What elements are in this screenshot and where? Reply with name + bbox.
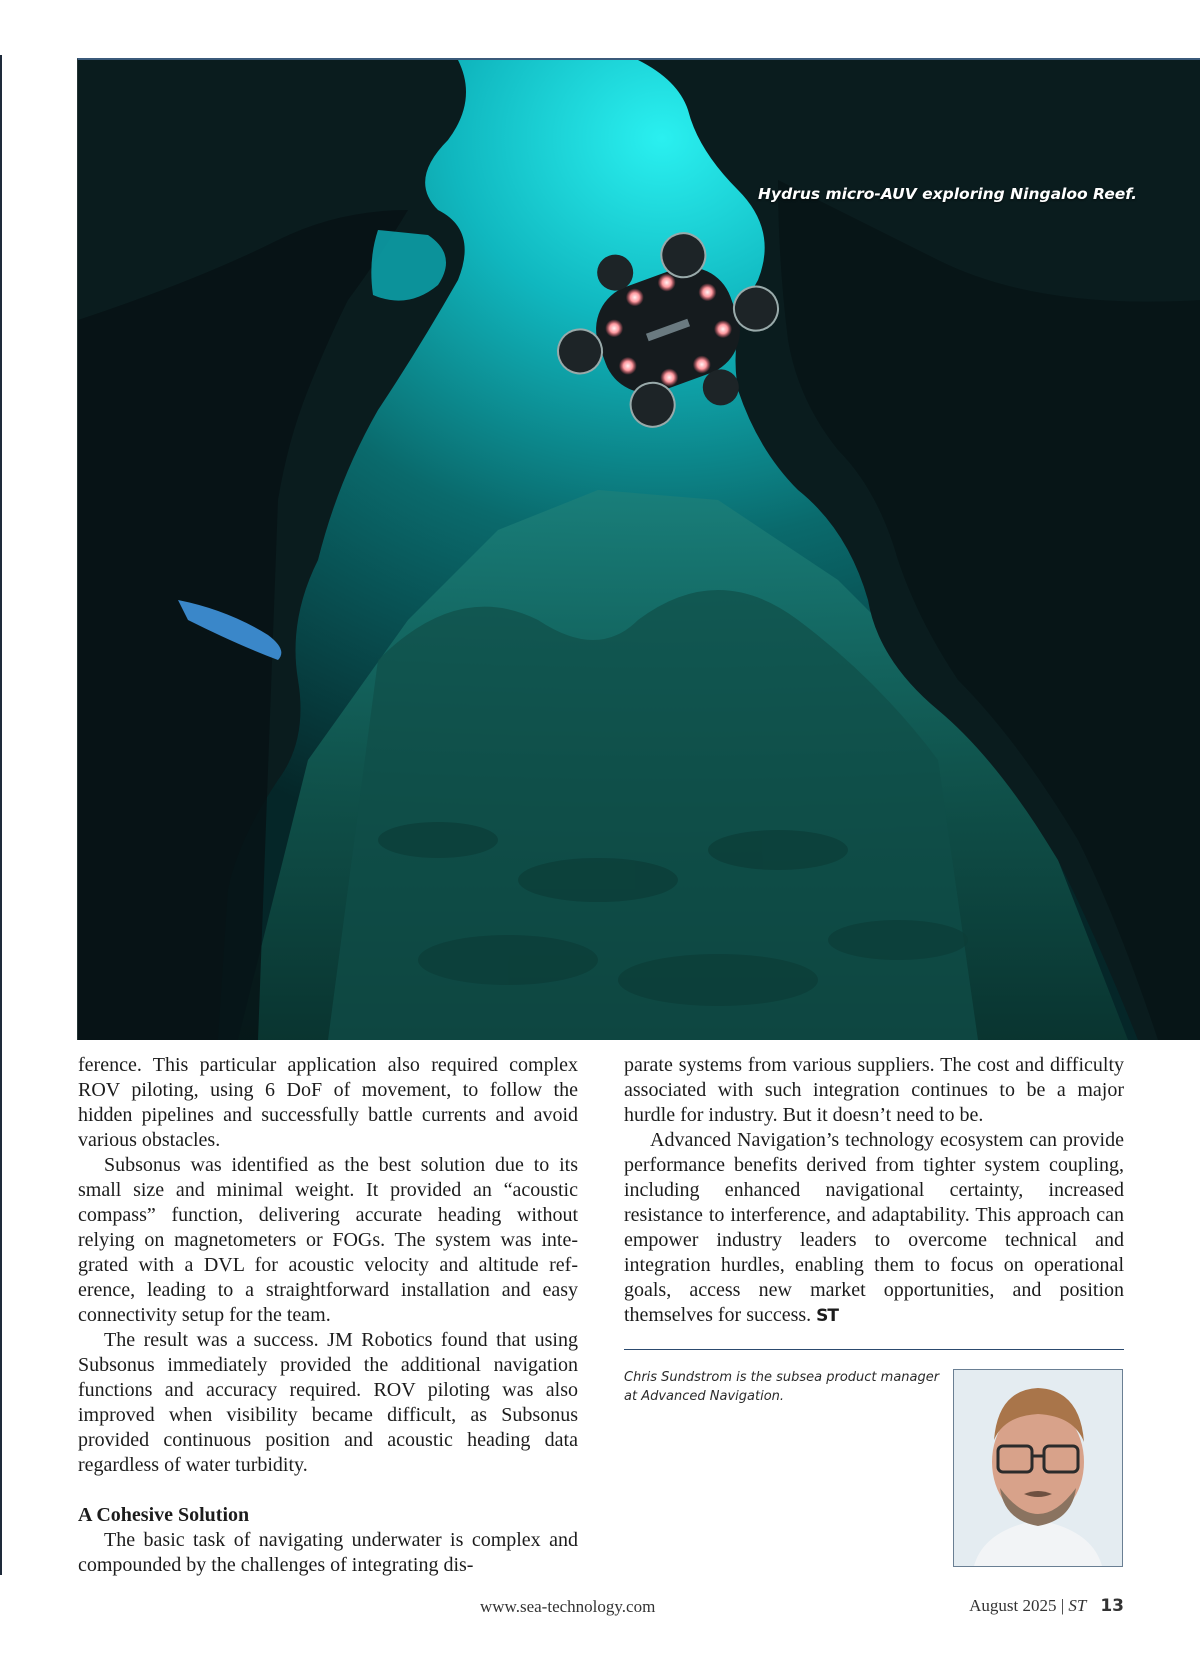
left-paragraph-1: ference. This particular application also required complex ROV piloting, using 6 DoF of movement, to follow the hidden pipelines and successfully battle currents and avoid various obstacles. xyxy=(78,1054,578,1151)
footer-date: August 2025 xyxy=(969,1596,1057,1615)
left-text-column xyxy=(78,1053,578,1578)
left-paragraph-2: Subsonus was identified as the best solution due to its small size and minimal weight. It provided an “acoustic compass” function, delivering accurate heading without relying on magnetometers or FOGs. The system was integrated with a DVL for acoustic velocity and altitude reference, leading to a straightforward installation and easy connectivity setup for the team. xyxy=(78,1154,578,1326)
author-bio: Chris Sundstrom is the subsea product manager at Advanced Navigation. xyxy=(624,1370,940,1404)
end-mark: ST xyxy=(816,1306,839,1326)
right-paragraph-2 xyxy=(624,1128,1124,1329)
right-paragraph-2-text: Advanced Navigation’s technology ecosystem can provide performance benefits derived from tighter system coupling, including enhanced navigational certainty, increased resistance to interference, and adaptability. This approach can empower industry leaders to overcome technical and integration hurdles, enabling them to focus on operational goals, access new market opportunities, and position themselves for success. xyxy=(624,1129,1124,1326)
reef-photo xyxy=(77,58,1200,1040)
left-paragraph-4: The basic task of navigating underwater is complex and compounded by the challenges of integrating dis- xyxy=(78,1529,578,1576)
footer-magazine: ST xyxy=(1068,1596,1087,1615)
page-edge-rule xyxy=(0,55,2,1575)
left-paragraph-3: The result was a success. JM Robotics found that using Subsonus immediately provided the additional navigation functions and accuracy required. ROV piloting was also improved when visibility became difficult, as Subsonus provided continuous position and acoustic heading data regardless of water turbidity. xyxy=(78,1329,578,1476)
section-heading: A Cohesive Solution xyxy=(78,1504,250,1526)
author-portrait-illustration xyxy=(954,1370,1122,1566)
footer-issue xyxy=(969,1596,1124,1616)
footer-url: www.sea-technology.com xyxy=(480,1597,656,1616)
bio-divider xyxy=(624,1349,1124,1350)
right-text-column xyxy=(624,1053,1124,1329)
right-paragraph-1: parate systems from various suppliers. The cost and difficulty associated with such integration continues to be a major hurdle for industry. But it doesn’t need to be. xyxy=(624,1054,1124,1126)
footer-separator: | xyxy=(1060,1596,1065,1615)
underwater-scene-illustration xyxy=(78,60,1200,1040)
author-headshot xyxy=(953,1369,1123,1567)
photo-caption: Hydrus micro-AUV exploring Ningaloo Reef. xyxy=(758,185,1138,203)
page-number: 13 xyxy=(1100,1596,1124,1616)
